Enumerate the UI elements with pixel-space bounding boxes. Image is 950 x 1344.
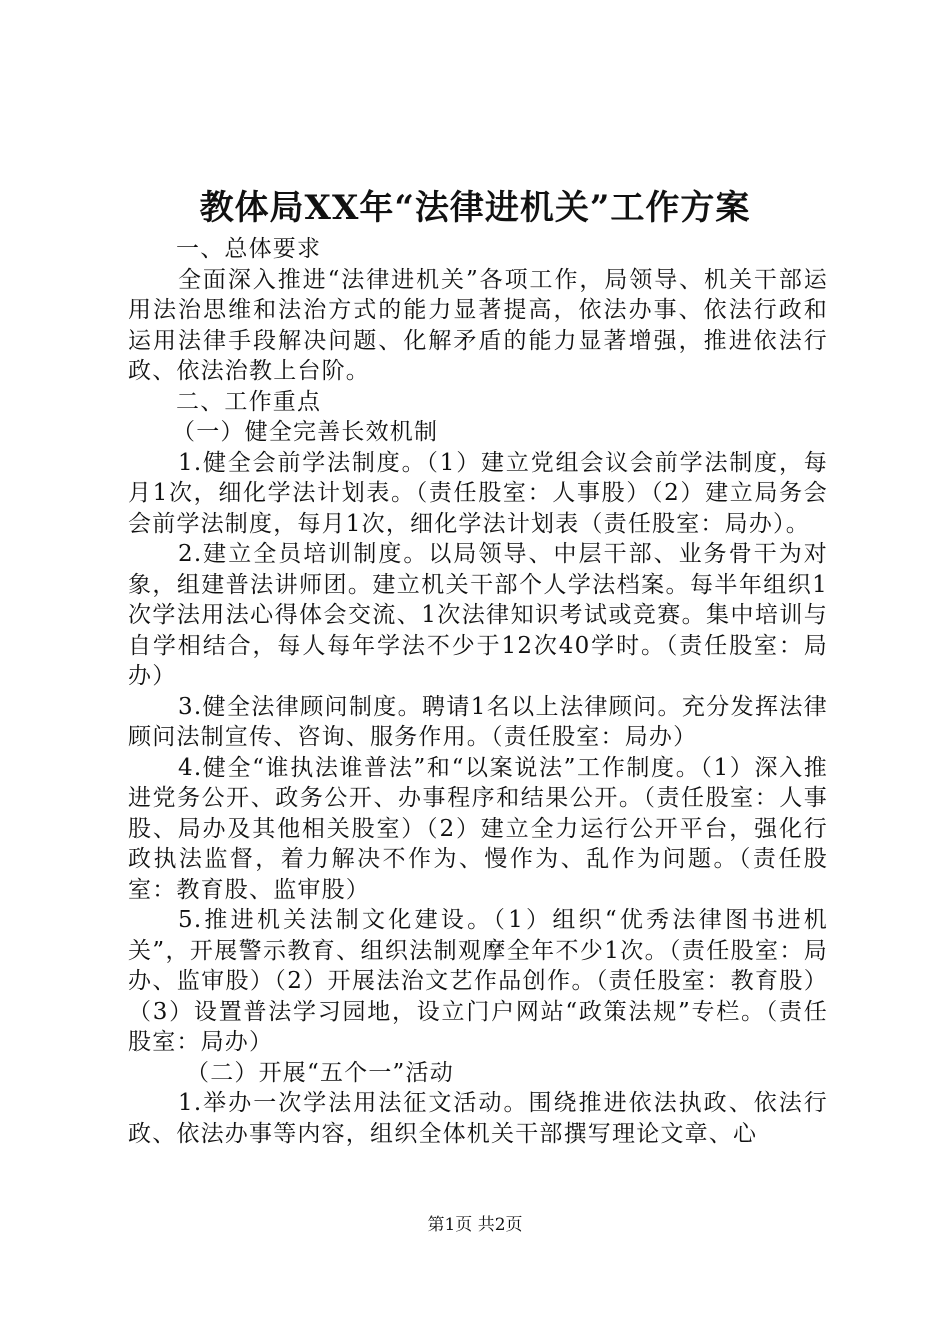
subsection-heading-five-ones: （二）开展“五个一”活动 bbox=[186, 1059, 454, 1086]
list-item-5: 5.推进机关法制文化建设。（1）组织“优秀法律图书进机关”，开展警示教育、组织法制观摩全年不少1次。（责任股室：局办、监审股）（2）开展法治文艺作品创作。（责任股室：教育股）（3）设置普法学习园地，设立门户网站“政策法规”专栏。（责任股室：局办） bbox=[128, 907, 828, 1055]
section-heading-general-requirements: 一、总体要求 bbox=[176, 236, 322, 262]
document-title: 教体局XX年“法律进机关”工作方案 bbox=[199, 188, 751, 228]
document-body bbox=[128, 234, 828, 1149]
section-heading-work-focus: 二、工作重点 bbox=[176, 388, 322, 415]
list-item-4: 4.健全“谁执法谁普法”和“以案说法”工作制度。（1）深入推进党务公开、政务公开、办事程序和结果公开。（责任股室：人事股、局办及其他相关股室）（2）建立全力运行公开平台，强化行政执法监督，着力解决不作为、慢作为、乱作为问题。（责任股室：教育股、监审股） bbox=[128, 754, 828, 903]
paragraph-general-requirements: 全面深入推进“法律进机关”各项工作，局领导、机关干部运用法治思维和法治方式的能力显著提高，依法办事、依法行政和运用法律手段解决问题、化解矛盾的能力显著增强，推进依法行政、依法治教上台阶。 bbox=[128, 266, 828, 384]
list-item-6: 1.举办一次学法用法征文活动。围绕推进依法执政、依法行政、依法办事等内容，组织全体机关干部撰写理论文章、心 bbox=[128, 1090, 828, 1147]
list-item-3: 3.健全法律顾问制度。聘请1名以上法律顾问。充分发挥法律顾问法制宣传、咨询、服务作用。（责任股室：局办） bbox=[128, 693, 828, 750]
page-footer: 第1页 共2页 bbox=[427, 1215, 523, 1235]
list-item-2: 2.建立全员培训制度。以局领导、中层干部、业务骨干为对象，组建普法讲师团。建立机关干部个人学法档案。每半年组织1次学法用法心得体会交流、1次法律知识考试或竞赛。集中培训与自学相结合，每人每年学法不少于12次40学时。（责任股室：局办） bbox=[128, 541, 828, 689]
list-item-1: 1.健全会前学法制度。（1）建立党组会议会前学法制度，每月1次，细化学法计划表。（责任股室：人事股）（2）建立局务会会前学法制度，每月1次，细化学法计划表（责任股室：局办）。 bbox=[128, 449, 828, 537]
subsection-heading-mechanism: （一）健全完善长效机制 bbox=[172, 419, 439, 445]
